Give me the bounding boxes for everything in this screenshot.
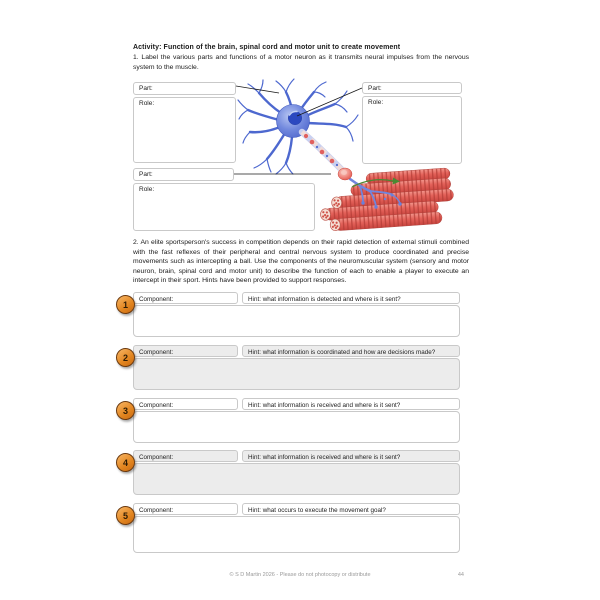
component-field-2[interactable]: Component: xyxy=(133,345,238,357)
connector-line-top-right xyxy=(297,88,362,116)
fiber-cross-sections xyxy=(319,197,343,232)
question1-instruction: 1. Label the various parts and functions of a motor neuron as it transmits neural impulses from the nervous system to the muscle. xyxy=(133,54,469,71)
component-field-4[interactable]: Component: xyxy=(133,450,238,462)
hint-label-3: Hint: what information is received and where is it sent? xyxy=(242,398,460,410)
answer-area-3[interactable] xyxy=(133,411,460,443)
part-field-bottom-left[interactable]: Part: xyxy=(133,168,234,181)
dendrites-branches xyxy=(238,79,358,174)
part-field-top-right[interactable]: Part: xyxy=(362,82,462,94)
role-field-top-right[interactable]: Role: xyxy=(362,96,462,164)
hint-label-4: Hint: what information is received and where is it sent? xyxy=(242,450,460,462)
component-field-1[interactable]: Component: xyxy=(133,292,238,304)
role-field-top-left[interactable]: Role: xyxy=(133,97,236,163)
number-badge-4: 4 xyxy=(116,453,135,472)
bulb-highlight xyxy=(341,170,347,175)
number-badge-1: 1 xyxy=(116,295,135,314)
axon-terminal-bulb xyxy=(338,168,352,180)
page-title: Activity: Function of the brain, spinal cord and motor unit to create movement xyxy=(133,44,401,51)
answer-area-4[interactable] xyxy=(133,463,460,495)
muscle-fibers xyxy=(318,168,456,232)
axon-terminal-branches xyxy=(350,179,402,209)
hint-label-2: Hint: what information is coordinated and how are decisions made? xyxy=(242,345,460,357)
number-badge-2: 2 xyxy=(116,348,135,367)
nucleus-highlight xyxy=(290,111,298,115)
part-field-top-left[interactable]: Part: xyxy=(133,82,236,95)
number-badge-5: 5 xyxy=(116,506,135,525)
answer-area-5[interactable] xyxy=(133,516,460,553)
role-field-bottom-left[interactable]: Role: xyxy=(133,183,315,231)
number-badge-3: 3 xyxy=(116,401,135,420)
answer-area-1[interactable] xyxy=(133,305,460,337)
component-field-3[interactable]: Component: xyxy=(133,398,238,410)
label-connector-lines xyxy=(234,86,362,174)
nucleus xyxy=(288,111,302,125)
axon-myelin-sheath xyxy=(302,132,342,170)
answer-area-2[interactable] xyxy=(133,358,460,390)
soma-cell-body xyxy=(277,105,310,138)
connector-line-top-left xyxy=(236,86,279,93)
impulse-direction-arrow xyxy=(352,178,400,188)
footer-copyright: © S D Martin 2026 - Please do not photocopy or distribute xyxy=(229,572,371,578)
hint-label-5: Hint: what occurs to execute the movement goal? xyxy=(242,503,460,515)
hint-label-1: Hint: what information is detected and where is it sent? xyxy=(242,292,460,304)
footer-page-number: 44 xyxy=(457,572,464,578)
question2-instruction: 2. An elite sportsperson's success in competition depends on their rapid detection of external stimuli combined with the fast reflexes of their peripheral and central nervous system to produce coordinated and precise movements such as intercepting a ball. Use the components of the neuromuscular system (sensory and motor neuron, brain, spinal cord and motor unit) to describe the function of each to enable a player to execute an intercept in their sport. Hints have been provided to support responses. xyxy=(133,239,469,285)
component-field-5[interactable]: Component: xyxy=(133,503,238,515)
